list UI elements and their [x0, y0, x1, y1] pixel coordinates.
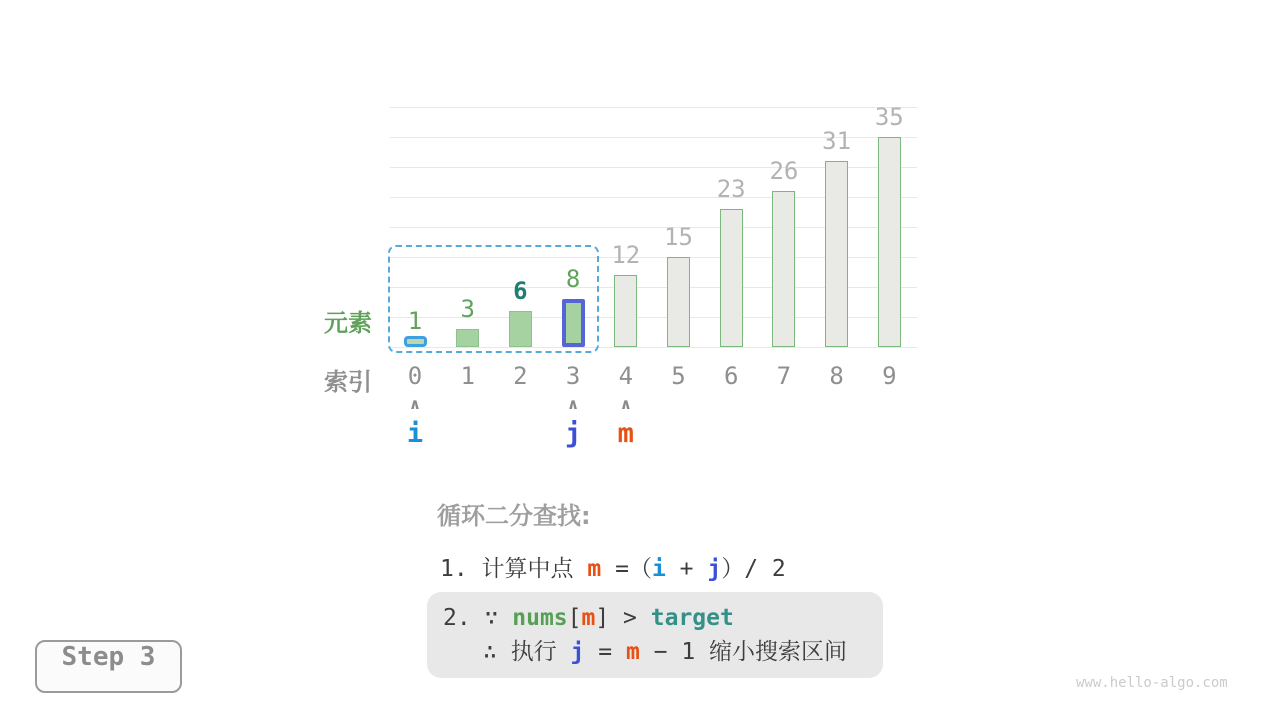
text-segment-plain: 2. ∵ [443, 605, 513, 631]
caret-icon-i: ∧ [408, 395, 422, 413]
index-label-1: 1 [460, 362, 475, 390]
bar-index-9 [878, 137, 901, 347]
caption-step2-action [443, 635, 883, 669]
text-segment-m: m [625, 639, 640, 665]
bar-value-label-4: 12 [611, 241, 641, 269]
index-label-5: 5 [671, 362, 686, 390]
text-segment-plain: ）/ 2 [721, 556, 786, 582]
index-label-6: 6 [723, 362, 739, 390]
text-segment-plain: = [584, 639, 626, 665]
index-label-3: 3 [565, 362, 581, 390]
index-label-7: 7 [776, 362, 792, 390]
y-axis-label-element: 元素 [324, 309, 372, 337]
bar-index-8 [825, 161, 848, 347]
bar-index-7 [772, 191, 795, 347]
pointer-label-j: j [564, 418, 582, 449]
caret-icon-m: ∧ [619, 395, 632, 413]
text-segment-plain: + [665, 556, 708, 582]
text-segment-plain: [ [567, 605, 582, 631]
caption-step2-box [427, 592, 883, 678]
bar-value-label-6: 23 [716, 175, 746, 203]
bar-index-0 [404, 336, 427, 347]
text-segment-plain: =（ [601, 556, 652, 582]
caption-step2-condition [443, 601, 883, 635]
index-label-0: 0 [407, 362, 423, 390]
bar-index-1 [456, 329, 479, 347]
bar-value-label-3: 8 [565, 265, 581, 293]
text-segment-nums: nums [512, 605, 568, 631]
text-segment-m: m [581, 605, 596, 631]
bar-index-6 [720, 209, 743, 347]
text-segment-plain: − 1 缩小搜索区间 [639, 639, 848, 665]
text-segment-plain: ∴ 执行 [483, 639, 571, 665]
index-label-9: 9 [882, 362, 897, 390]
bar-value-label-5: 15 [664, 223, 693, 251]
index-label-8: 8 [829, 362, 844, 390]
bar-value-label-0: 1 [407, 307, 423, 335]
index-label-2: 2 [513, 362, 528, 390]
bar-index-5 [667, 257, 690, 347]
bar-value-label-7: 26 [769, 157, 799, 185]
text-segment-j: j [570, 639, 585, 665]
pointer-label-i: i [406, 418, 424, 449]
bar-index-4 [614, 275, 637, 347]
text-segment-i: i [651, 556, 666, 582]
bar-index-3 [562, 299, 585, 347]
bar-value-label-8: 31 [822, 127, 852, 155]
bar-value-label-1: 3 [460, 295, 475, 323]
text-segment-target: target [650, 605, 734, 631]
text-segment-m: m [587, 556, 602, 582]
text-segment-plain: 1. 计算中点 [440, 556, 588, 582]
bar-value-label-2: 6 [513, 277, 528, 305]
text-segment-j: j [707, 556, 722, 582]
step-badge: Step 3 [35, 640, 182, 693]
watermark-url: www.hello-algo.com [1076, 675, 1228, 691]
caption-step1-line [440, 550, 786, 583]
gridline [390, 107, 917, 108]
bar-value-label-9: 35 [874, 103, 904, 131]
caption-heading: 循环二分查找: [437, 502, 591, 530]
pointer-label-m: m [617, 418, 634, 449]
bar-index-2 [509, 311, 532, 347]
index-label-4: 4 [618, 362, 634, 390]
text-segment-plain: ] > [595, 605, 651, 631]
caret-icon-j: ∧ [567, 395, 580, 413]
x-axis-label-index: 索引 [324, 368, 372, 396]
